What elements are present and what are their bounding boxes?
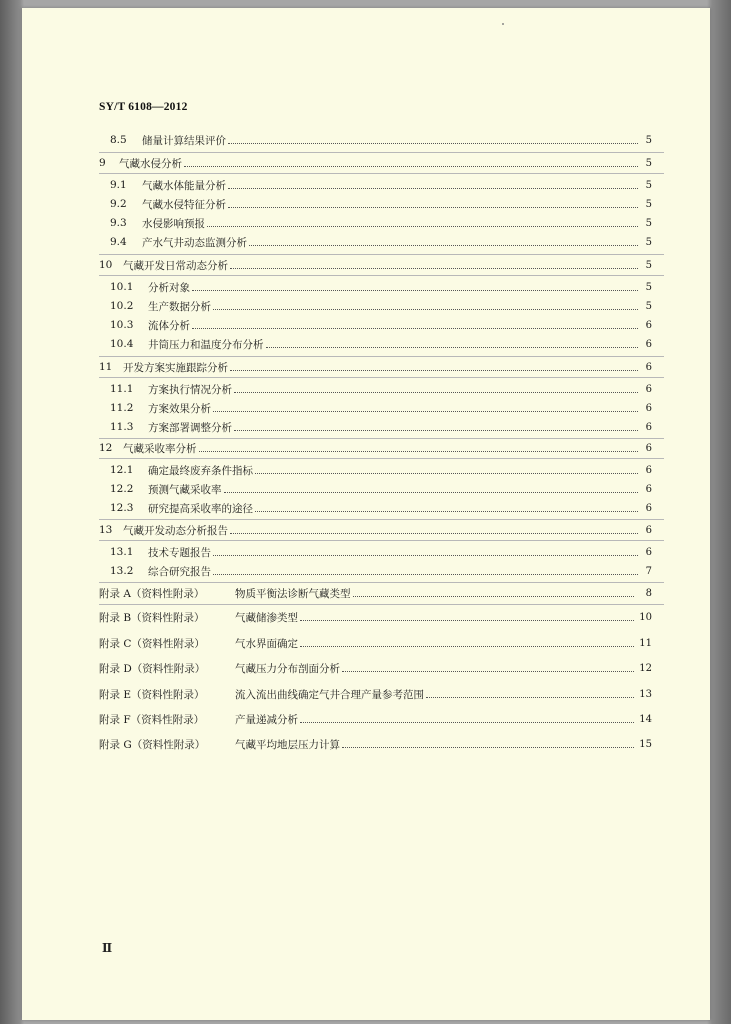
dot-leader (230, 532, 638, 534)
dot-leader (224, 491, 639, 493)
toc-entry-title: 方案部署调整分析 (148, 421, 232, 434)
toc-entry-title: 气藏水侵分析 (119, 157, 182, 170)
toc-entry[interactable] (110, 336, 652, 352)
toc-entry-page: 6 (645, 483, 652, 495)
toc-entry-page: 6 (645, 546, 652, 558)
toc-entry[interactable] (110, 196, 652, 212)
toc-entry-page: 6 (645, 502, 652, 514)
appendix-label: 附录 C（资料性附录） (99, 637, 205, 650)
toc-entry[interactable] (99, 155, 652, 171)
toc-entry[interactable] (110, 177, 652, 193)
toc-entry[interactable] (110, 215, 652, 231)
dot-leader (230, 369, 638, 371)
separator-line (99, 356, 664, 357)
toc-entry-number: 9.3 (110, 217, 127, 229)
toc-entry-page: 7 (645, 565, 652, 577)
toc-entry-title: 气藏压力分布剖面分析 (235, 662, 340, 675)
toc-entry-page: 5 (645, 217, 652, 229)
dot-leader (228, 187, 638, 189)
separator-line (99, 519, 664, 520)
toc-entry-title: 研究提高采收率的途径 (148, 502, 253, 515)
toc-entry-title: 生产数据分析 (148, 300, 211, 313)
toc-entry-page: 5 (645, 259, 652, 271)
appendix-label: 附录 F（资料性附录） (99, 713, 205, 726)
toc-entry-page: 5 (645, 179, 652, 191)
dot-leader (353, 595, 635, 597)
toc-appendix-entry[interactable] (99, 711, 652, 727)
toc-entry-number: 10 (99, 259, 113, 271)
dot-leader (300, 645, 634, 647)
document-page (22, 8, 710, 1020)
toc-entry-title: 产量递减分析 (235, 713, 298, 726)
separator-line (99, 152, 664, 153)
dot-leader (207, 225, 638, 227)
toc-entry-page: 6 (645, 421, 652, 433)
toc-entry-title: 气水界面确定 (235, 637, 298, 650)
toc-entry-number: 13.1 (110, 546, 134, 558)
toc-appendix-entry[interactable] (99, 736, 652, 752)
toc-entry-number: 10.1 (110, 281, 134, 293)
toc-entry-title: 产水气井动态监测分析 (142, 236, 247, 249)
toc-entry-title: 确定最终废弃条件指标 (148, 464, 253, 477)
toc-entry[interactable] (110, 381, 652, 397)
separator-line (99, 254, 664, 255)
toc-entry-page: 15 (639, 738, 652, 750)
dot-leader (213, 554, 638, 556)
toc-entry[interactable] (110, 419, 652, 435)
page-number-footer: Ⅱ (102, 941, 113, 955)
toc-entry[interactable] (110, 132, 652, 148)
appendix-label: 附录 G（资料性附录） (99, 738, 206, 751)
toc-entry-number: 10.2 (110, 300, 134, 312)
dot-leader (342, 670, 634, 672)
toc-entry-title: 气藏水体能量分析 (142, 179, 226, 192)
toc-entry-page: 10 (639, 611, 652, 623)
toc-entry-number: 13.2 (110, 565, 134, 577)
toc-entry-page: 6 (645, 338, 652, 350)
toc-entry-page: 6 (645, 383, 652, 395)
toc-appendix-entry[interactable] (99, 660, 652, 676)
standard-code-header: SY/T 6108—2012 (99, 101, 188, 113)
toc-entry-page: 6 (645, 361, 652, 373)
toc-entry-page: 14 (639, 713, 652, 725)
dot-leader (199, 450, 639, 452)
dot-leader (213, 573, 638, 575)
toc-entry-page: 11 (639, 637, 652, 649)
separator-line (99, 173, 664, 174)
toc-entry[interactable] (110, 563, 652, 579)
toc-entry-number: 9 (99, 157, 106, 169)
separator-line (99, 458, 664, 459)
dot-leader (184, 165, 638, 167)
toc-entry-title: 气藏水侵特征分析 (142, 198, 226, 211)
toc-entry-title: 物质平衡法诊断气藏类型 (235, 587, 351, 600)
toc-entry-number: 11 (99, 361, 113, 373)
toc-entry-number: 9.2 (110, 198, 127, 210)
separator-line (99, 540, 664, 541)
dot-leader (342, 746, 634, 748)
toc-entry-title: 井筒压力和温度分布分析 (148, 338, 264, 351)
toc-entry[interactable] (110, 500, 652, 516)
toc-entry-page: 5 (645, 281, 652, 293)
dot-leader (234, 429, 638, 431)
dot-leader (234, 391, 638, 393)
toc-appendix-entry[interactable] (99, 635, 652, 651)
toc-entry[interactable] (110, 317, 652, 333)
toc-entry-number: 11.3 (110, 421, 134, 433)
table-of-contents (22, 8, 710, 1020)
toc-entry-page: 6 (645, 402, 652, 414)
dot-leader (300, 721, 634, 723)
dot-leader (300, 619, 634, 621)
toc-entry[interactable] (110, 279, 652, 295)
toc-entry[interactable] (99, 257, 652, 273)
toc-entry[interactable] (110, 298, 652, 314)
dot-leader (213, 410, 638, 412)
toc-entry-number: 9.4 (110, 236, 127, 248)
dot-leader (255, 472, 638, 474)
toc-entry-title: 气藏开发日常动态分析 (123, 259, 228, 272)
appendix-label: 附录 B（资料性附录） (99, 611, 205, 624)
toc-entry-title: 分析对象 (148, 281, 190, 294)
dot-leader (192, 327, 638, 329)
toc-entry-page: 5 (645, 300, 652, 312)
toc-entry-page: 13 (639, 688, 652, 700)
appendix-label: 附录 E（资料性附录） (99, 688, 205, 701)
toc-entry-page: 12 (639, 662, 652, 674)
separator-line (99, 275, 664, 276)
toc-entry[interactable] (110, 400, 652, 416)
toc-entry-title: 预测气藏采收率 (148, 483, 222, 496)
dot-leader (249, 244, 638, 246)
toc-entry-number: 12.3 (110, 502, 134, 514)
toc-entry-title: 流入流出曲线确定气井合理产量参考范围 (235, 688, 424, 701)
toc-entry-title: 方案执行情况分析 (148, 383, 232, 396)
appendix-label: 附录 A（资料性附录） (99, 587, 205, 600)
toc-entry-title: 流体分析 (148, 319, 190, 332)
dot-leader (230, 267, 638, 269)
toc-entry-number: 8.5 (110, 134, 127, 146)
toc-entry[interactable] (110, 234, 652, 250)
dot-leader (426, 696, 634, 698)
toc-appendix-entry[interactable] (99, 686, 652, 702)
toc-entry-page: 6 (645, 464, 652, 476)
toc-entry[interactable] (99, 359, 652, 375)
toc-entry-page: 5 (645, 236, 652, 248)
toc-entry-page: 5 (645, 198, 652, 210)
dot-leader (213, 308, 638, 310)
appendix-label: 附录 D（资料性附录） (99, 662, 206, 675)
toc-entry-title: 开发方案实施跟踪分析 (123, 361, 228, 374)
toc-entry-number: 11.1 (110, 383, 134, 395)
separator-line (99, 604, 664, 605)
toc-entry-page: 5 (645, 157, 652, 169)
toc-entry[interactable] (110, 544, 652, 560)
toc-entry[interactable] (110, 481, 652, 497)
toc-entry[interactable] (99, 522, 652, 538)
toc-entry-title: 储量计算结果评价 (142, 134, 226, 147)
dot-leader (266, 346, 639, 348)
toc-entry-page: 6 (645, 524, 652, 536)
toc-entry-title: 气藏开发动态分析报告 (123, 524, 228, 537)
toc-appendix-entry[interactable] (99, 585, 652, 601)
dot-leader (228, 206, 638, 208)
toc-entry-title: 气藏平均地层压力计算 (235, 738, 340, 751)
separator-line (99, 438, 664, 439)
dot-leader (192, 289, 638, 291)
separator-line (99, 377, 664, 378)
toc-entry-page: 8 (645, 587, 652, 599)
toc-entry-title: 技术专题报告 (148, 546, 211, 559)
toc-entry-number: 12 (99, 442, 113, 454)
toc-appendix-entry[interactable] (99, 609, 652, 625)
toc-entry-title: 气藏采收率分析 (123, 442, 197, 455)
toc-entry[interactable] (110, 462, 652, 478)
toc-entry-title: 气藏储渗类型 (235, 611, 298, 624)
toc-entry-number: 10.4 (110, 338, 134, 350)
toc-entry-number: 10.3 (110, 319, 134, 331)
toc-entry-number: 12.2 (110, 483, 134, 495)
dot-leader (228, 142, 638, 144)
toc-entry-title: 综合研究报告 (148, 565, 211, 578)
toc-entry-number: 13 (99, 524, 113, 536)
dot-leader (255, 510, 638, 512)
toc-entry-title: 方案效果分析 (148, 402, 211, 415)
toc-entry-number: 11.2 (110, 402, 134, 414)
toc-entry[interactable] (99, 440, 652, 456)
separator-line (99, 582, 664, 583)
toc-entry-page: 5 (645, 134, 652, 146)
toc-entry-number: 12.1 (110, 464, 134, 476)
toc-entry-page: 6 (645, 319, 652, 331)
toc-entry-number: 9.1 (110, 179, 127, 191)
toc-entry-title: 水侵影响预报 (142, 217, 205, 230)
toc-entry-page: 6 (645, 442, 652, 454)
